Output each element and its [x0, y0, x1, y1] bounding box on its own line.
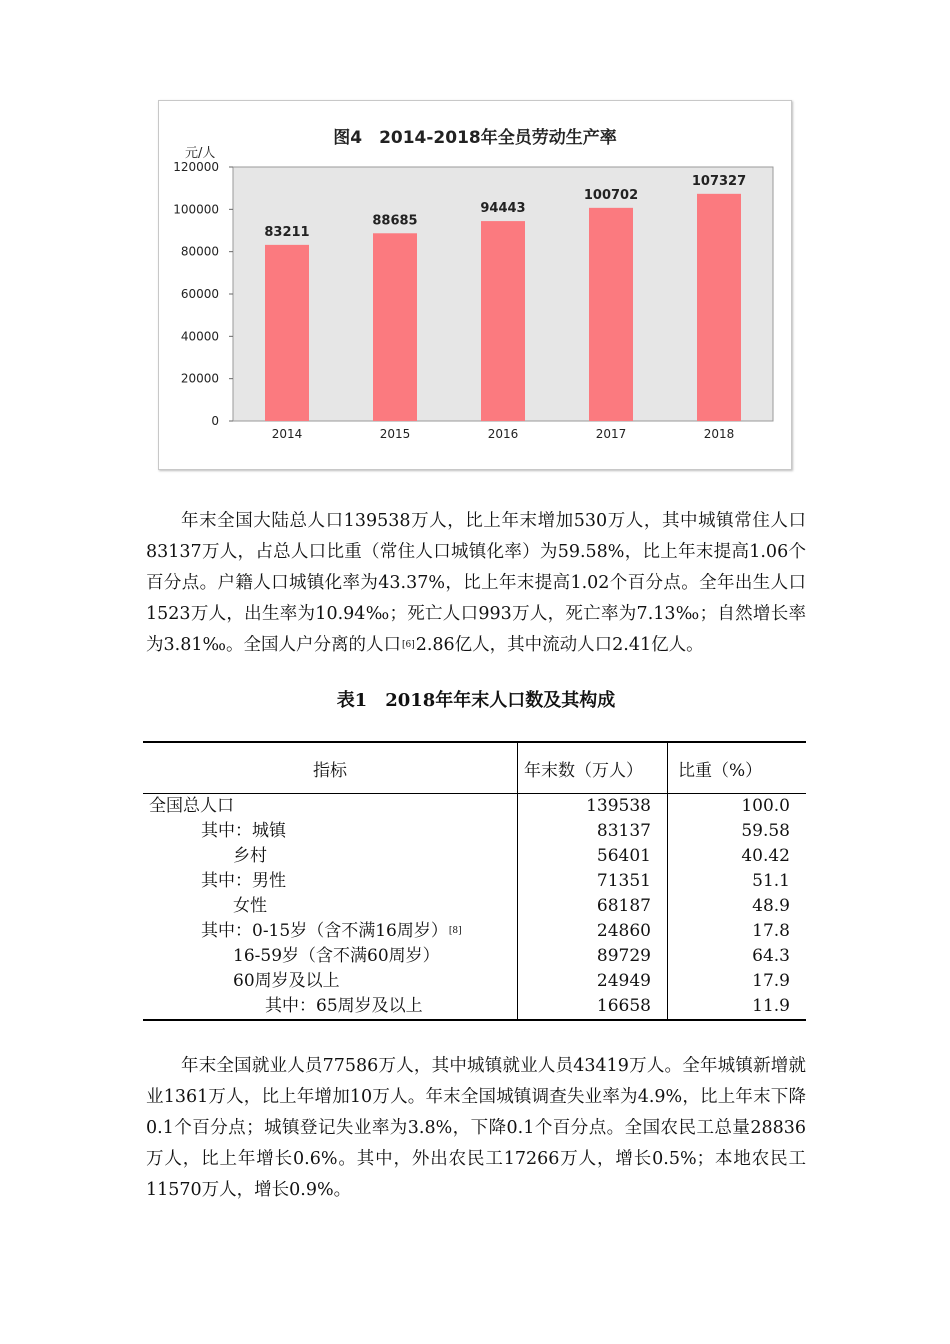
row-indicator-label: 全国总人口 [149, 796, 234, 816]
bar-2014 [265, 245, 309, 421]
y-tick-label: 20000 [180, 371, 219, 386]
row-indicator [143, 844, 518, 869]
paragraph-text-end: 2.86亿人，其中流动人口2.41亿人。 [415, 635, 704, 655]
bar-chart-svg [159, 101, 791, 469]
header-year-end-value: 年末数（万人） [518, 742, 668, 794]
row-share: 17.9 [668, 969, 807, 994]
table-row [143, 794, 806, 820]
table-row [143, 944, 806, 969]
table-row [143, 994, 806, 1020]
row-value: 71351 [518, 869, 668, 894]
row-indicator [143, 894, 518, 919]
data-label-2016: 94443 [480, 201, 526, 217]
bar-2018 [697, 194, 741, 421]
row-indicator [143, 944, 518, 969]
row-indicator [143, 794, 518, 820]
employment-paragraph: 年末全国就业人员77586万人，其中城镇就业人员43419万人。全年城镇新增就业1361万人，比上年增加10万人。年末全国城镇调查失业率为4.9%，比上年末下降0.1个百分点；城镇登记失业率为3.8%，下降0.1个百分点。全国农民工总量28836万人，比上年增长0.6%。其中，外出农民工17266万人，增长0.5%；本地农民工11570万人，增长0.9%。 [146, 1056, 806, 1200]
row-indicator-label: 其中：65周岁及以上 [265, 996, 423, 1016]
row-indicator [143, 919, 518, 944]
row-value: 24949 [518, 969, 668, 994]
row-indicator [143, 969, 518, 994]
chart-title: 图4 2014-2018年全员劳动生产率 [333, 128, 617, 148]
data-label-2015: 88685 [372, 213, 418, 229]
row-indicator-label: 其中：城镇 [201, 821, 286, 841]
row-value: 16658 [518, 994, 668, 1020]
table-row [143, 869, 806, 894]
row-value: 139538 [518, 794, 668, 820]
row-share: 51.1 [668, 869, 807, 894]
x-tick-label: 2016 [487, 427, 519, 441]
y-tick-label: 80000 [180, 244, 219, 259]
data-label-2014: 83211 [264, 224, 310, 240]
row-indicator-label: 乡村 [233, 846, 267, 866]
table-row [143, 844, 806, 869]
bar-2015 [373, 233, 417, 421]
row-share: 40.42 [668, 844, 807, 869]
x-tick-label: 2015 [379, 427, 411, 441]
row-indicator [143, 869, 518, 894]
table-header-row [143, 742, 806, 794]
row-indicator-label: 60周岁及以上 [233, 971, 340, 991]
row-share: 17.8 [668, 919, 807, 944]
y-tick-label: 120000 [173, 160, 219, 174]
y-axis-unit-label: 元/人 [185, 146, 216, 161]
row-share: 59.58 [668, 819, 807, 844]
x-tick-label: 2018 [703, 427, 735, 441]
row-share: 11.9 [668, 994, 807, 1020]
y-tick-label: 100000 [173, 202, 219, 217]
population-table [143, 741, 806, 1021]
data-label-2018: 107327 [691, 173, 747, 189]
paragraph-text: 年末全国大陆总人口139538万人，比上年末增加530万人，其中城镇常住人口83137万人，占总人口比重（常住人口城镇化率）为59.58%，比上年末提高1.06个百分点。户籍人口城镇化率为43.37%，比上年末提高1.02个百分点。全年出生人口1523万人，出生率为10.94‰；死亡人口993万人，死亡率为7.13‰；自然增长率为3.81‰。全国人户分离的人口 [146, 511, 806, 655]
bar-2017 [589, 208, 633, 421]
row-value: 24860 [518, 919, 668, 944]
x-tick-label: 2017 [595, 427, 627, 441]
table-row [143, 819, 806, 844]
row-value: 56401 [518, 844, 668, 869]
row-indicator-label: 16-59岁（含不满60周岁） [233, 946, 440, 966]
row-share: 48.9 [668, 894, 807, 919]
row-share: 100.0 [668, 794, 807, 820]
row-indicator [143, 819, 518, 844]
row-value: 83137 [518, 819, 668, 844]
footnote-ref[interactable]: [6] [401, 640, 415, 650]
y-tick-label: 0 [211, 414, 219, 428]
labor-productivity-chart [158, 100, 792, 470]
y-tick-label: 60000 [180, 287, 219, 301]
table-row [143, 919, 806, 944]
table-row [143, 969, 806, 994]
row-value: 68187 [518, 894, 668, 919]
table-caption: 表1 2018年年末人口数及其构成 [336, 690, 616, 711]
y-tick-label: 40000 [180, 329, 219, 344]
x-tick-label: 2014 [271, 427, 303, 441]
table-row [143, 894, 806, 919]
header-indicator: 指标 [143, 742, 518, 794]
row-indicator-label: 女性 [233, 896, 267, 916]
data-label-2017: 100702 [583, 187, 639, 203]
population-paragraph [146, 506, 806, 661]
row-value: 89729 [518, 944, 668, 969]
footnote-ref[interactable]: [8] [448, 926, 462, 936]
bar-2016 [481, 221, 525, 421]
row-indicator-label: 其中：0-15岁（含不满16周岁） [201, 921, 448, 941]
row-share: 64.3 [668, 944, 807, 969]
row-indicator-label: 其中：男性 [201, 871, 286, 891]
header-share: 比重（%） [668, 742, 807, 794]
row-indicator [143, 994, 518, 1020]
